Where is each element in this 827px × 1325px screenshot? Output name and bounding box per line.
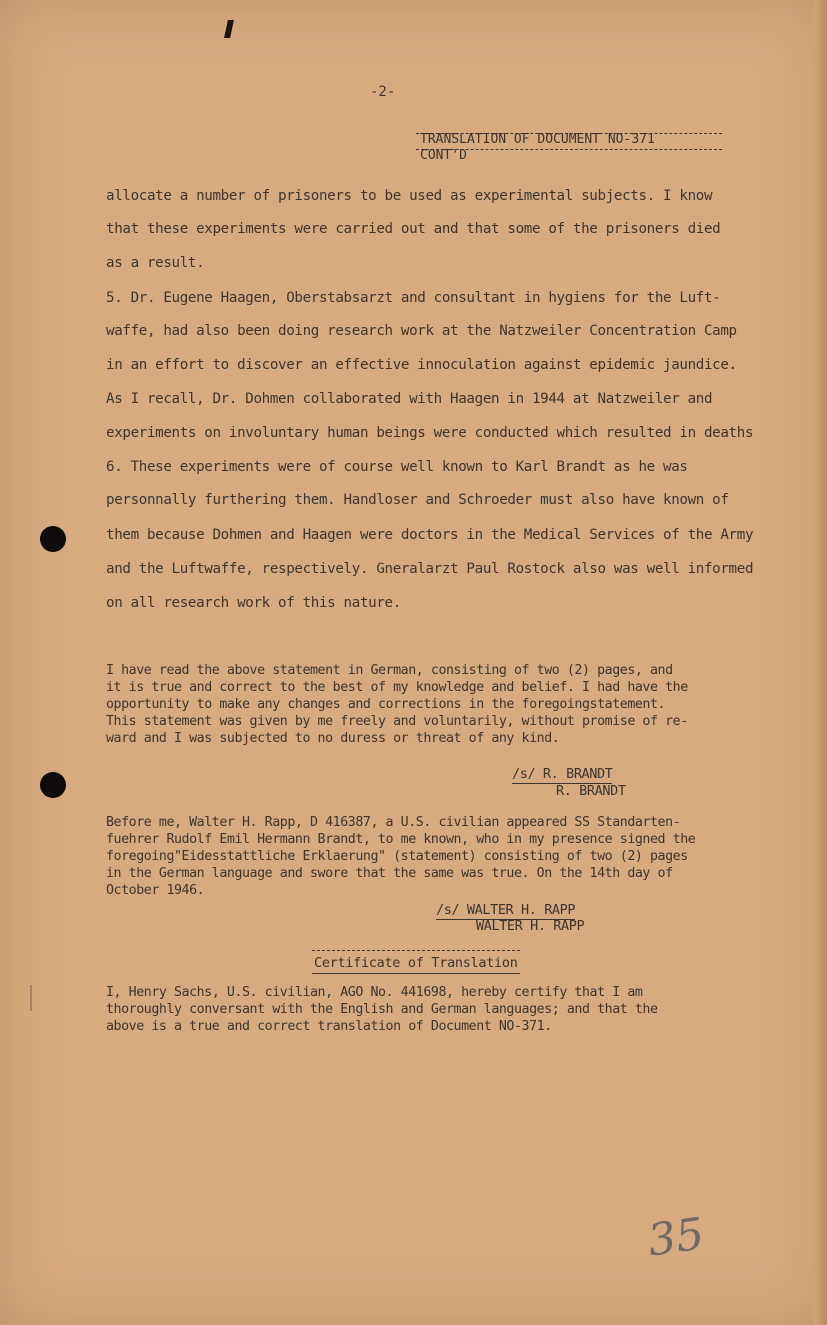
- statement-line: This statement was given by me freely and voluntarily, without promise of re-: [106, 714, 688, 729]
- body-line: As I recall, Dr. Dohmen collaborated with Haagen in 1944 at Natzweiler and: [106, 391, 713, 407]
- header-subtitle: CONT'D: [420, 148, 467, 163]
- signature-rapp-signed: /s/ WALTER H. RAPP: [436, 902, 576, 918]
- body-line: as a result.: [106, 255, 205, 271]
- staple-mark: [224, 20, 234, 38]
- header-rule-middle: [416, 149, 722, 150]
- signature-rapp-typed: WALTER H. RAPP: [476, 918, 585, 934]
- handwritten-page-number: 35: [644, 1208, 708, 1267]
- body-line: waffe, had also been doing research work at the Natzweiler Concentration Camp: [106, 323, 737, 339]
- signature-brandt-typed: R. BRANDT: [556, 783, 626, 799]
- punch-hole-upper: [40, 526, 66, 552]
- header-rule-top: [416, 133, 722, 134]
- oath-line: Before me, Walter H. Rapp, D 416387, a U.S. civilian appeared SS Standarten-: [106, 815, 681, 830]
- statement-line: I have read the above statement in German, consisting of two (2) pages, and: [106, 663, 673, 678]
- body-line: allocate a number of prisoners to be used as experimental subjects. I know: [106, 188, 713, 204]
- body-line: on all research work of this nature.: [106, 595, 401, 611]
- statement-line: it is true and correct to the best of my knowledge and belief. I had have the: [106, 680, 688, 695]
- statement-line: ward and I was subjected to no duress or threat of any kind.: [106, 731, 560, 746]
- statement-line: opportunity to make any changes and corrections in the foregoingstatement.: [106, 697, 666, 712]
- body-line: personnally furthering them. Handloser and Schroeder must also have known of: [106, 492, 729, 508]
- certificate-title: Certificate of Translation: [312, 950, 520, 974]
- body-line: 6. These experiments were of course well known to Karl Brandt as he was: [106, 459, 688, 475]
- certificate-line: I, Henry Sachs, U.S. civilian, AGO No. 441698, hereby certify that I am: [106, 985, 643, 1000]
- body-line: in an effort to discover an effective innoculation against epidemic jaundice.: [106, 357, 737, 373]
- oath-line: in the German language and swore that the same was true. On the 14th day of: [106, 866, 673, 881]
- certificate-line: thoroughly conversant with the English and German languages; and that the: [106, 1002, 658, 1017]
- body-line: and the Luftwaffe, respectively. Gneralarzt Paul Rostock also was well informed: [106, 561, 754, 577]
- oath-line: foregoing"Eidesstattliche Erklaerung" (statement) consisting of two (2) pages: [106, 849, 688, 864]
- signature-brandt-signed: /s/ R. BRANDT: [512, 766, 613, 782]
- certificate-line: above is a true and correct translation of Document NO-371.: [106, 1019, 552, 1034]
- pencil-mark: [30, 985, 32, 1011]
- punch-hole-lower: [40, 772, 66, 798]
- page-edge: [813, 0, 827, 1325]
- page-number: -2-: [370, 84, 396, 100]
- document-header: [420, 132, 655, 164]
- oath-line: October 1946.: [106, 883, 205, 898]
- header-title: TRANSLATION OF DOCUMENT NO-371: [420, 132, 655, 147]
- body-line: experiments on involuntary human beings were conducted which resulted in deaths: [106, 425, 754, 441]
- oath-line: fuehrer Rudolf Emil Hermann Brandt, to me known, who in my presence signed the: [106, 832, 696, 847]
- body-line: that these experiments were carried out and that some of the prisoners died: [106, 221, 721, 237]
- body-line: 5. Dr. Eugene Haagen, Oberstabsarzt and consultant in hygiens for the Luft-: [106, 290, 721, 306]
- body-line: them because Dohmen and Haagen were doctors in the Medical Services of the Army: [106, 527, 754, 543]
